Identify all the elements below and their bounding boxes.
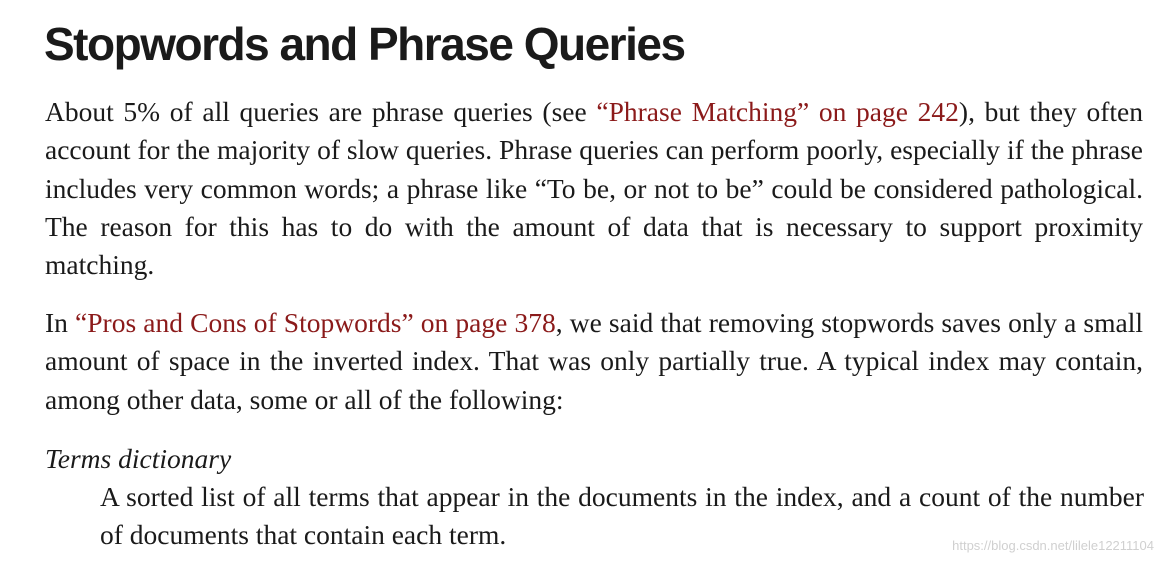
paragraph-text: In: [45, 307, 76, 338]
paragraph-text: , we said that removing stopwords saves only a small amount of space in the inverted index. That was only partially true. A typical index may contain, among other data, some or all of the following:: [45, 307, 1144, 415]
definition-term: Terms dictionary: [45, 443, 232, 474]
paragraph-index-contents: [45, 304, 1143, 419]
paragraph-text: ), but they often account for the majority of slow queries. Phrase queries can perform poorly, especially if the phrase includes very common words; a phrase like “To be, or not to be” could be considered pathological. The reason for this has to do with the amount of data that is necessary to support proximity matching.: [45, 96, 1143, 281]
watermark: https://blog.csdn.net/lilele12211104: [952, 538, 1154, 553]
pros-and-cons-stopwords-link[interactable]: “Pros and Cons of Stopwords” on page 378: [75, 307, 556, 338]
phrase-matching-link[interactable]: “Phrase Matching” on page 242: [596, 96, 959, 127]
paragraph-phrase-queries: [45, 93, 1143, 284]
paragraph-text: About 5% of all queries are phrase queries (see: [45, 96, 597, 127]
definition-description: A sorted list of all terms that appear in the documents in the index, and a count of the number of documents that contain each term.: [100, 481, 1144, 551]
section-heading: Stopwords and Phrase Queries: [44, 18, 685, 70]
